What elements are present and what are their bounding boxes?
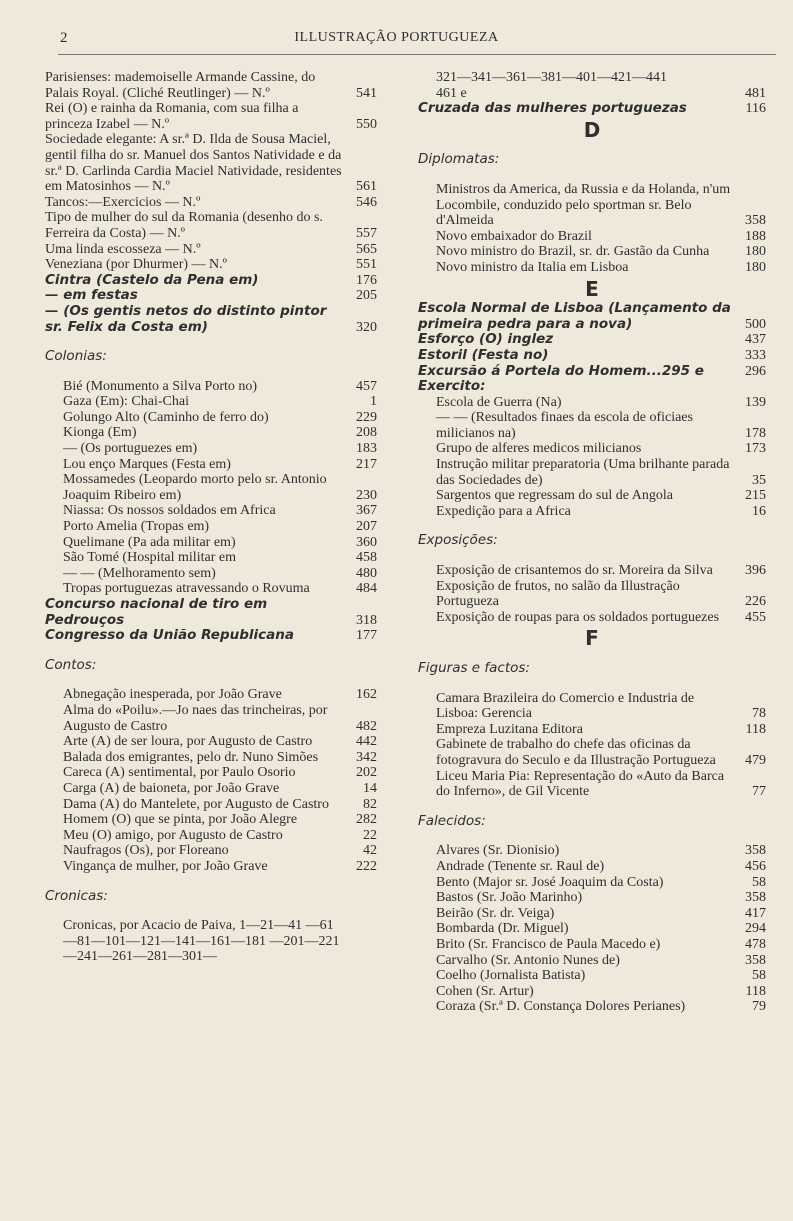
- entry-page: 78: [752, 706, 766, 722]
- entry-text: Cruzada das mulheres portuguezas: [418, 100, 687, 117]
- index-entry: [418, 610, 766, 626]
- entry-page: 546: [356, 194, 377, 210]
- index-entry: [418, 244, 766, 260]
- index-entry: [45, 597, 377, 628]
- index-entry: [418, 737, 766, 768]
- index-entry: [45, 687, 377, 703]
- entry-text: Brito (Sr. Francisco de Paula Macedo e): [436, 936, 661, 952]
- entry-text: Liceu Maria Pia: Representação do «Auto da Barca do Inferno», de Gil Vicente: [436, 768, 725, 800]
- index-entry: [45, 781, 377, 797]
- entry-page: 358: [745, 952, 766, 968]
- index-entry: [418, 921, 766, 937]
- entry-text: Dama (A) do Mantelete, por Augusto de Castro: [63, 796, 329, 812]
- section-heading: Diplomatas:: [418, 151, 500, 168]
- index-entry: [45, 828, 377, 844]
- entry-text: 461 e: [436, 85, 467, 101]
- entry-text: Expedição para a Africa: [436, 503, 571, 519]
- index-entry: [45, 425, 377, 441]
- index-entry: [45, 195, 377, 211]
- entry-text: Novo ministro da Italia em Lisboa: [436, 259, 629, 275]
- index-entry: [45, 519, 377, 535]
- entry-page: 176: [356, 272, 377, 288]
- section-heading: Contos:: [45, 656, 97, 673]
- entry-page: 116: [745, 101, 766, 117]
- entry-text: Grupo de alferes medicos milicianos: [436, 441, 642, 457]
- entry-page: 550: [356, 116, 377, 132]
- index-entry: [418, 843, 766, 859]
- index-entry: [418, 906, 766, 922]
- index-entry: [418, 70, 766, 86]
- index-entry: [45, 859, 377, 875]
- index-entry: [45, 273, 377, 289]
- index-entry: [45, 410, 377, 426]
- entry-page: 1: [370, 394, 377, 410]
- entry-text: Novo ministro do Brazil, sr. dr. Gastão da Cunha: [436, 244, 710, 260]
- entry-page: 207: [356, 519, 377, 535]
- entry-text: Tancos:—Exercicios — N.º: [45, 194, 201, 210]
- entry-text: Golungo Alto (Caminho de ferro do): [63, 409, 269, 425]
- entry-page: 208: [356, 425, 377, 441]
- entry-page: 500: [745, 316, 766, 332]
- index-entry: [418, 504, 766, 520]
- entry-page: 178: [745, 425, 766, 441]
- index-entry: [45, 257, 377, 273]
- index-entry: [418, 968, 766, 984]
- entry-page: 541: [356, 85, 377, 101]
- page-number: 2: [60, 30, 68, 46]
- letter-divider: F: [585, 626, 599, 651]
- entry-page: 437: [745, 332, 766, 348]
- index-entry: [45, 843, 377, 859]
- entry-text: Tropas portuguezas atravessando o Rovuma: [63, 581, 310, 597]
- entry-page: 561: [356, 179, 377, 195]
- index-entry: [418, 301, 766, 332]
- index-entry: [418, 722, 766, 738]
- entry-page: 457: [356, 378, 377, 394]
- entry-page: 342: [356, 749, 377, 765]
- index-entry: [45, 550, 377, 566]
- entry-text: Instrução militar preparatoria (Uma brilhante parada das Sociedades de): [436, 457, 730, 488]
- index-entry: [45, 242, 377, 258]
- index-entry: [45, 394, 377, 410]
- entry-text: Bastos (Sr. João Marinho): [436, 890, 583, 906]
- index-entry: [45, 101, 377, 132]
- entry-text: Novo embaixador do Brazil: [436, 228, 592, 244]
- index-entry: [418, 457, 766, 488]
- entry-text: — em festas: [45, 287, 138, 304]
- entry-text: Tipo de mulher do sul da Romania (desenho do s. Ferreira da Costa) — N.º: [45, 210, 323, 241]
- entry-text: Coraza (Sr.ª D. Constança Dolores Perianes): [436, 999, 686, 1015]
- entry-page: 318: [356, 612, 377, 628]
- entry-text: Andrade (Tenente sr. Raul de): [436, 858, 605, 874]
- entry-page: 226: [745, 594, 766, 610]
- index-entry: [45, 734, 377, 750]
- index-entry: [418, 488, 766, 504]
- entry-text: Lou enço Marques (Festa em): [63, 456, 231, 472]
- index-entry: [418, 953, 766, 969]
- index-column-left: [45, 70, 377, 965]
- index-column-right: [418, 70, 766, 1015]
- entry-page: 217: [356, 456, 377, 472]
- entry-text: Excursão á Portela do Homem...295 e: [418, 362, 704, 379]
- entry-text: Escola Normal de Lisboa (Lançamento da primeira pedra para a nova): [418, 300, 731, 332]
- entry-text: Bento (Major sr. José Joaquim da Costa): [436, 874, 664, 890]
- entry-page: 202: [356, 765, 377, 781]
- entry-text: Gaza (Em): Chai-Chai: [63, 394, 189, 410]
- entry-page: 479: [745, 752, 766, 768]
- entry-text: Quelimane (Pa ada militar em): [63, 534, 236, 550]
- entry-text: Exposição de roupas para os soldados portuguezes: [436, 609, 720, 625]
- entry-text: São Tomé (Hospital militar em: [63, 550, 236, 566]
- index-entry: [45, 379, 377, 395]
- entry-page: 139: [745, 394, 766, 410]
- entry-text: Uma linda escosseza — N.º: [45, 241, 201, 257]
- section-heading: Falecidos:: [418, 812, 486, 829]
- index-entry: [45, 210, 377, 241]
- entry-text: Esforço (O) inglez: [418, 331, 554, 348]
- entry-text: Parisienses: mademoiselle Armande Cassine, do Palais Royal. (Cliché Reutlinger) — N.º: [45, 70, 316, 101]
- index-entry: [418, 859, 766, 875]
- entry-text: Camara Brazileira do Comercio e Industria de Lisboa: Gerencia: [436, 690, 695, 722]
- entry-page: 205: [356, 288, 377, 304]
- entry-text: Careca (A) sentimental, por Paulo Osorio: [63, 765, 296, 781]
- entry-page: 229: [356, 409, 377, 425]
- index-entry: [418, 579, 766, 610]
- entry-text: Cronicas, por Acacio de Paiva, 1—21—41 —61—81—101—121—141—161—181 —201—221—241—261—281—301—: [63, 918, 340, 965]
- entry-page: 35: [752, 472, 766, 488]
- entry-page: 396: [745, 563, 766, 579]
- entry-page: 118: [745, 721, 766, 737]
- entry-text: Alma do «Poilu».—Jo naes das trincheiras, por Augusto de Castro: [63, 702, 328, 734]
- entry-page: 188: [745, 228, 766, 244]
- index-entry: [418, 348, 766, 364]
- entry-page: 358: [745, 843, 766, 859]
- letter-divider: E: [585, 276, 599, 301]
- section-heading: Colonias:: [45, 348, 107, 365]
- entry-text: Exposição de frutos, no salão da Illustração Portugueza: [436, 578, 680, 610]
- index-entry: [418, 441, 766, 457]
- entry-page: 358: [745, 890, 766, 906]
- entry-text: Exercito:: [418, 378, 486, 395]
- entry-page: 215: [745, 488, 766, 504]
- entry-page: 360: [356, 534, 377, 550]
- entry-text: Naufragos (Os), por Floreano: [63, 843, 229, 859]
- entry-page: 551: [356, 257, 377, 273]
- index-entry: [45, 535, 377, 551]
- entry-text: Escola de Guerra (Na): [436, 394, 562, 410]
- index-entry: [418, 691, 766, 722]
- entry-text: Concurso nacional de tiro em Pedrouços: [45, 596, 268, 628]
- entry-text: Mossamedes (Leopardo morto pelo sr. Antonio Joaquim Ribeiro em): [63, 472, 327, 503]
- entry-text: Congresso da União Republicana: [45, 627, 294, 644]
- entry-text: — — (Resultados finaes da escola de oficiaes milicianos na): [436, 410, 693, 441]
- index-entry: [45, 812, 377, 828]
- header-rule: [58, 54, 776, 55]
- entry-text: Kionga (Em): [63, 425, 137, 441]
- section-heading: Figuras e factos:: [418, 660, 530, 676]
- index-entry: [45, 457, 377, 473]
- entry-text: Rei (O) e rainha da Romania, com sua filha a princeza Izabel — N.º: [45, 101, 299, 132]
- index-entry: [45, 750, 377, 766]
- index-entry: [45, 765, 377, 781]
- index-entry: [418, 984, 766, 1000]
- entry-page: 58: [752, 874, 766, 890]
- entry-page: 118: [745, 983, 766, 999]
- entry-page: 482: [356, 718, 377, 734]
- index-entry: [45, 70, 377, 101]
- index-entry: [418, 769, 766, 800]
- index-entry: [418, 890, 766, 906]
- index-entry: [45, 581, 377, 597]
- entry-page: 367: [356, 503, 377, 519]
- section-heading: Cronicas:: [45, 887, 108, 904]
- entry-text: Coelho (Jornalista Batista): [436, 968, 586, 984]
- entry-page: 565: [356, 241, 377, 257]
- index-entry: [45, 472, 377, 503]
- index-entry: [418, 563, 766, 579]
- entry-text: Sociedade elegante: A sr.ª D. Ilda de Sousa Maciel, gentil filha do sr. Manuel dos Santos Natividade e da sr.ª D. Carlinda Cardia Maciel Natividade, residentes em Matosinhos — N.º: [45, 132, 342, 195]
- entry-text: Carvalho (Sr. Antonio Nunes de): [436, 952, 620, 968]
- entry-text: Ministros da America, da Russia e da Holanda, n'um Locombile, conduzido pelo sportman sr. Belo d'Almeida: [436, 181, 731, 229]
- index-entry: [45, 918, 377, 965]
- entry-page: 42: [363, 843, 377, 859]
- entry-text: — (Os gentis netos do distinto pintor sr. Felix da Costa em): [45, 302, 327, 335]
- entry-text: Abnegação inesperada, por João Grave: [63, 687, 282, 703]
- entry-page: 333: [745, 347, 766, 363]
- entry-page: 478: [745, 936, 766, 952]
- index-entry: [45, 566, 377, 582]
- index-entry: [418, 182, 766, 229]
- entry-text: Cintra (Castelo da Pena em): [45, 271, 259, 288]
- entry-page: 455: [745, 609, 766, 625]
- letter-divider: D: [583, 117, 601, 142]
- entry-page: 294: [745, 921, 766, 937]
- entry-text: Veneziana (por Dhurmer) — N.º: [45, 257, 227, 273]
- entry-page: 14: [363, 780, 377, 796]
- entry-text: Alvares (Sr. Dionisio): [436, 843, 560, 859]
- page-title: ILLUSTRAÇÃO PORTUGUEZA: [294, 30, 499, 45]
- index-entry: [45, 628, 377, 644]
- entry-page: 480: [356, 565, 377, 581]
- entry-page: 22: [363, 827, 377, 843]
- entry-page: 180: [745, 244, 766, 260]
- entry-text: Balada dos emigrantes, pelo dr. Nuno Simões: [63, 749, 319, 765]
- entry-text: 321—341—361—381—401—421—441: [436, 70, 667, 85]
- entry-text: Exposição de crisantemos do sr. Moreira da Silva: [436, 563, 713, 579]
- entry-page: 456: [745, 858, 766, 874]
- entry-page: 442: [356, 734, 377, 750]
- entry-text: Bié (Monumento a Silva Porto no): [63, 378, 258, 394]
- entry-page: 358: [745, 213, 766, 229]
- entry-text: Porto Amelia (Tropas em): [63, 519, 210, 535]
- entry-page: 177: [356, 628, 377, 644]
- index-entry: [418, 229, 766, 245]
- entry-page: 320: [356, 319, 377, 335]
- entry-text: Beirão (Sr. dr. Veiga): [436, 905, 555, 921]
- index-entry: [418, 86, 766, 102]
- entry-page: 58: [752, 968, 766, 984]
- index-entry: [418, 364, 766, 380]
- entry-text: Meu (O) amigo, por Augusto de Castro: [63, 827, 283, 843]
- index-entry: [418, 875, 766, 891]
- index-entry: [418, 260, 766, 276]
- entry-text: Vingança de mulher, por João Grave: [63, 858, 268, 874]
- entry-page: 173: [745, 441, 766, 457]
- entry-page: 481: [745, 85, 766, 101]
- entry-text: Arte (A) de ser loura, por Augusto de Castro: [63, 734, 313, 750]
- index-entry: [45, 304, 377, 335]
- section-heading: Exposições:: [418, 532, 498, 549]
- index-entry: [45, 797, 377, 813]
- entry-page: 417: [745, 905, 766, 921]
- entry-page: 230: [356, 487, 377, 503]
- index-entry: [45, 703, 377, 734]
- index-entry: [45, 288, 377, 304]
- entry-text: — — (Melhoramento sem): [63, 565, 216, 581]
- entry-page: 162: [356, 687, 377, 703]
- entry-text: Homem (O) que se pinta, por João Alegre: [63, 812, 298, 828]
- entry-text: Cohen (Sr. Artur): [436, 983, 534, 999]
- entry-text: Carga (A) de baioneta, por João Grave: [63, 780, 280, 796]
- entry-page: 77: [752, 784, 766, 800]
- entry-page: 79: [752, 999, 766, 1015]
- index-entry: [45, 132, 377, 194]
- entry-text: — (Os portuguezes em): [63, 441, 198, 457]
- entry-text: Gabinete de trabalho do chefe das oficinas da fotogravura do Seculo e da Illustração Portugueza: [436, 737, 716, 768]
- index-entry: [45, 503, 377, 519]
- index-entry: [45, 441, 377, 457]
- index-entry: [418, 395, 766, 411]
- entry-page: 484: [356, 581, 377, 597]
- entry-page: 282: [356, 812, 377, 828]
- entry-page: 557: [356, 225, 377, 241]
- entry-page: 183: [356, 441, 377, 457]
- entry-page: 180: [745, 259, 766, 275]
- entry-text: Sargentos que regressam do sul de Angola: [436, 488, 673, 504]
- entry-page: 16: [752, 503, 766, 519]
- index-entry: [418, 379, 766, 395]
- index-entry: [418, 332, 766, 348]
- index-entry: [418, 410, 766, 441]
- index-entry: [418, 999, 766, 1015]
- entry-page: 222: [356, 858, 377, 874]
- entry-page: 296: [745, 363, 766, 379]
- entry-text: Niassa: Os nossos soldados em Africa: [63, 503, 276, 519]
- entry-page: 458: [356, 550, 377, 566]
- entry-text: Estoril (Festa no): [418, 346, 549, 363]
- entry-text: Empreza Luzitana Editora: [436, 721, 583, 737]
- entry-page: 82: [363, 796, 377, 812]
- index-entry: [418, 937, 766, 953]
- page-header: [0, 30, 793, 52]
- index-entry: [418, 101, 766, 117]
- entry-text: Bombarda (Dr. Miguel): [436, 921, 569, 937]
